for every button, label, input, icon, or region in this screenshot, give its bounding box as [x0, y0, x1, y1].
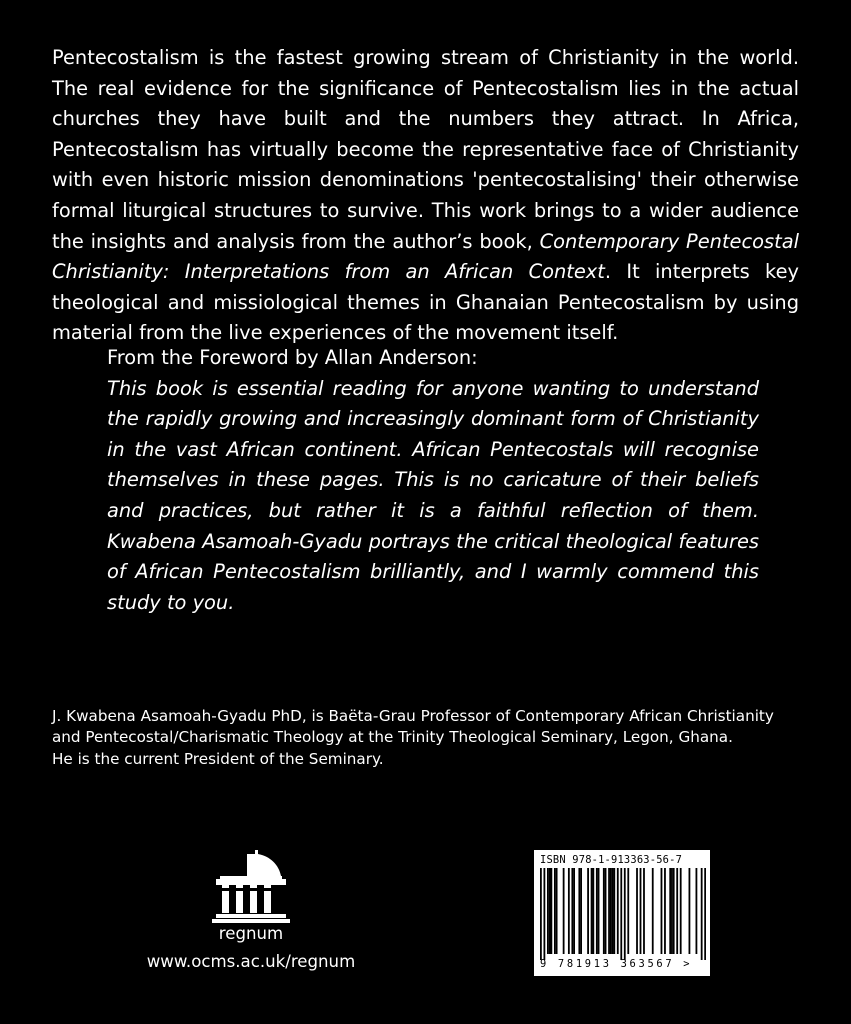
- barcode-bar: [617, 868, 619, 954]
- barcode-bar: [596, 868, 598, 954]
- barcode-bar: [591, 868, 593, 954]
- barcode-bar: [563, 868, 565, 954]
- barcode-bar: [689, 868, 691, 954]
- book-title: Contemporary Pentecostal Christianity: Interpretations from an African Context: [52, 229, 799, 284]
- barcode-bar: [664, 868, 666, 954]
- barcode-digits: 9 781913 363567 >: [540, 958, 693, 970]
- author-bio-line: and Pentecostal/Charismatic Theology at the Trinity Theological Seminary, Legon, Ghana.: [52, 728, 733, 747]
- blurb-text-before: Pentecostalism is the fastest growing stream of Christianity in the world. The real evidence for the significance of Pentecostalism lies in the actual churches they have built and the numbers they attract. In Africa, Pentecostalism has virtually become the representative face of Christianity with even historic mission denominations 'pentecostalising' their otherwise formal liturgical structures to survive. This work brings to a wider audience the insights and analysis from the author’s book,: [52, 46, 799, 253]
- barcode-bar: [550, 868, 552, 954]
- barcode-bar: [612, 868, 614, 954]
- publisher-url: www.ocms.ac.uk/regnum: [146, 952, 356, 971]
- barcode-bar: [636, 868, 638, 954]
- barcode-bar: [549, 868, 551, 954]
- barcode-bar: [540, 868, 542, 960]
- barcode-bar: [671, 868, 673, 954]
- barcode-bar: [627, 868, 629, 954]
- barcode-bar: [568, 868, 570, 954]
- barcode-bar: [613, 868, 615, 954]
- barcode-bar: [696, 868, 698, 954]
- library-dome-icon: [212, 848, 290, 924]
- foreword-section: [107, 343, 759, 618]
- barcode-bar: [669, 868, 671, 954]
- blurb-text-after: . It interprets key theological and missiological themes in Ghanaian Pentecostalism by using material from the live experiences of the movement itself.: [52, 260, 799, 345]
- barcode-bar: [661, 868, 663, 954]
- author-bio-line: J. Kwabena Asamoah-Gyadu PhD, is Baëta-Grau Professor of Contemporary African Christianity: [52, 707, 774, 725]
- barcode-bar: [676, 868, 678, 954]
- barcode-bar: [701, 868, 703, 960]
- barcode-bar: [610, 868, 612, 954]
- barcode-bar: [580, 868, 582, 954]
- barcode-bar: [704, 868, 706, 960]
- publisher-name: regnum: [218, 924, 284, 943]
- foreword-intro: From the Foreword by Allan Anderson:: [107, 346, 478, 369]
- barcode-bar: [554, 868, 556, 954]
- barcode-bar: [573, 868, 575, 954]
- barcode-bar: [547, 868, 549, 954]
- barcode-bars: [540, 868, 706, 960]
- barcode-bar: [652, 868, 654, 954]
- isbn-barcode: [534, 850, 710, 976]
- barcode-bar: [624, 868, 626, 960]
- barcode-bar: [556, 868, 558, 954]
- barcode-bar: [603, 868, 605, 954]
- barcode-bar: [571, 868, 573, 954]
- barcode-bar: [578, 868, 580, 954]
- barcode-bar: [673, 868, 675, 954]
- publisher-logo: [140, 848, 370, 978]
- barcode-bar: [598, 868, 600, 954]
- barcode-bar: [587, 868, 589, 954]
- barcode-bar: [643, 868, 645, 954]
- barcode-bar: [608, 868, 610, 954]
- barcode-bar: [680, 868, 682, 954]
- barcode-bar: [543, 868, 545, 960]
- author-bio: [52, 706, 812, 770]
- barcode-bar: [592, 868, 594, 954]
- blurb-paragraph: [52, 43, 799, 349]
- foreword-quote: This book is essential reading for anyone wanting to understand the rapidly growing and increasingly dominant form of Christianity in the vast African continent. African Pentecostals will recognise themselves in these pages. This is no caricature of their beliefs and practices, but rather it is a faithful reflection of them. Kwabena Asamoah-Gyadu portrays the critical theological features of African Pentecostalism brilliantly, and I warmly commend this study to you.: [107, 376, 759, 614]
- isbn-label: ISBN 978-1-913363-56-7: [540, 854, 683, 866]
- barcode-bar: [640, 868, 642, 954]
- author-bio-line: He is the current President of the Seminary.: [52, 749, 384, 768]
- barcode-bar: [620, 868, 622, 960]
- barcode-bar: [605, 868, 607, 954]
